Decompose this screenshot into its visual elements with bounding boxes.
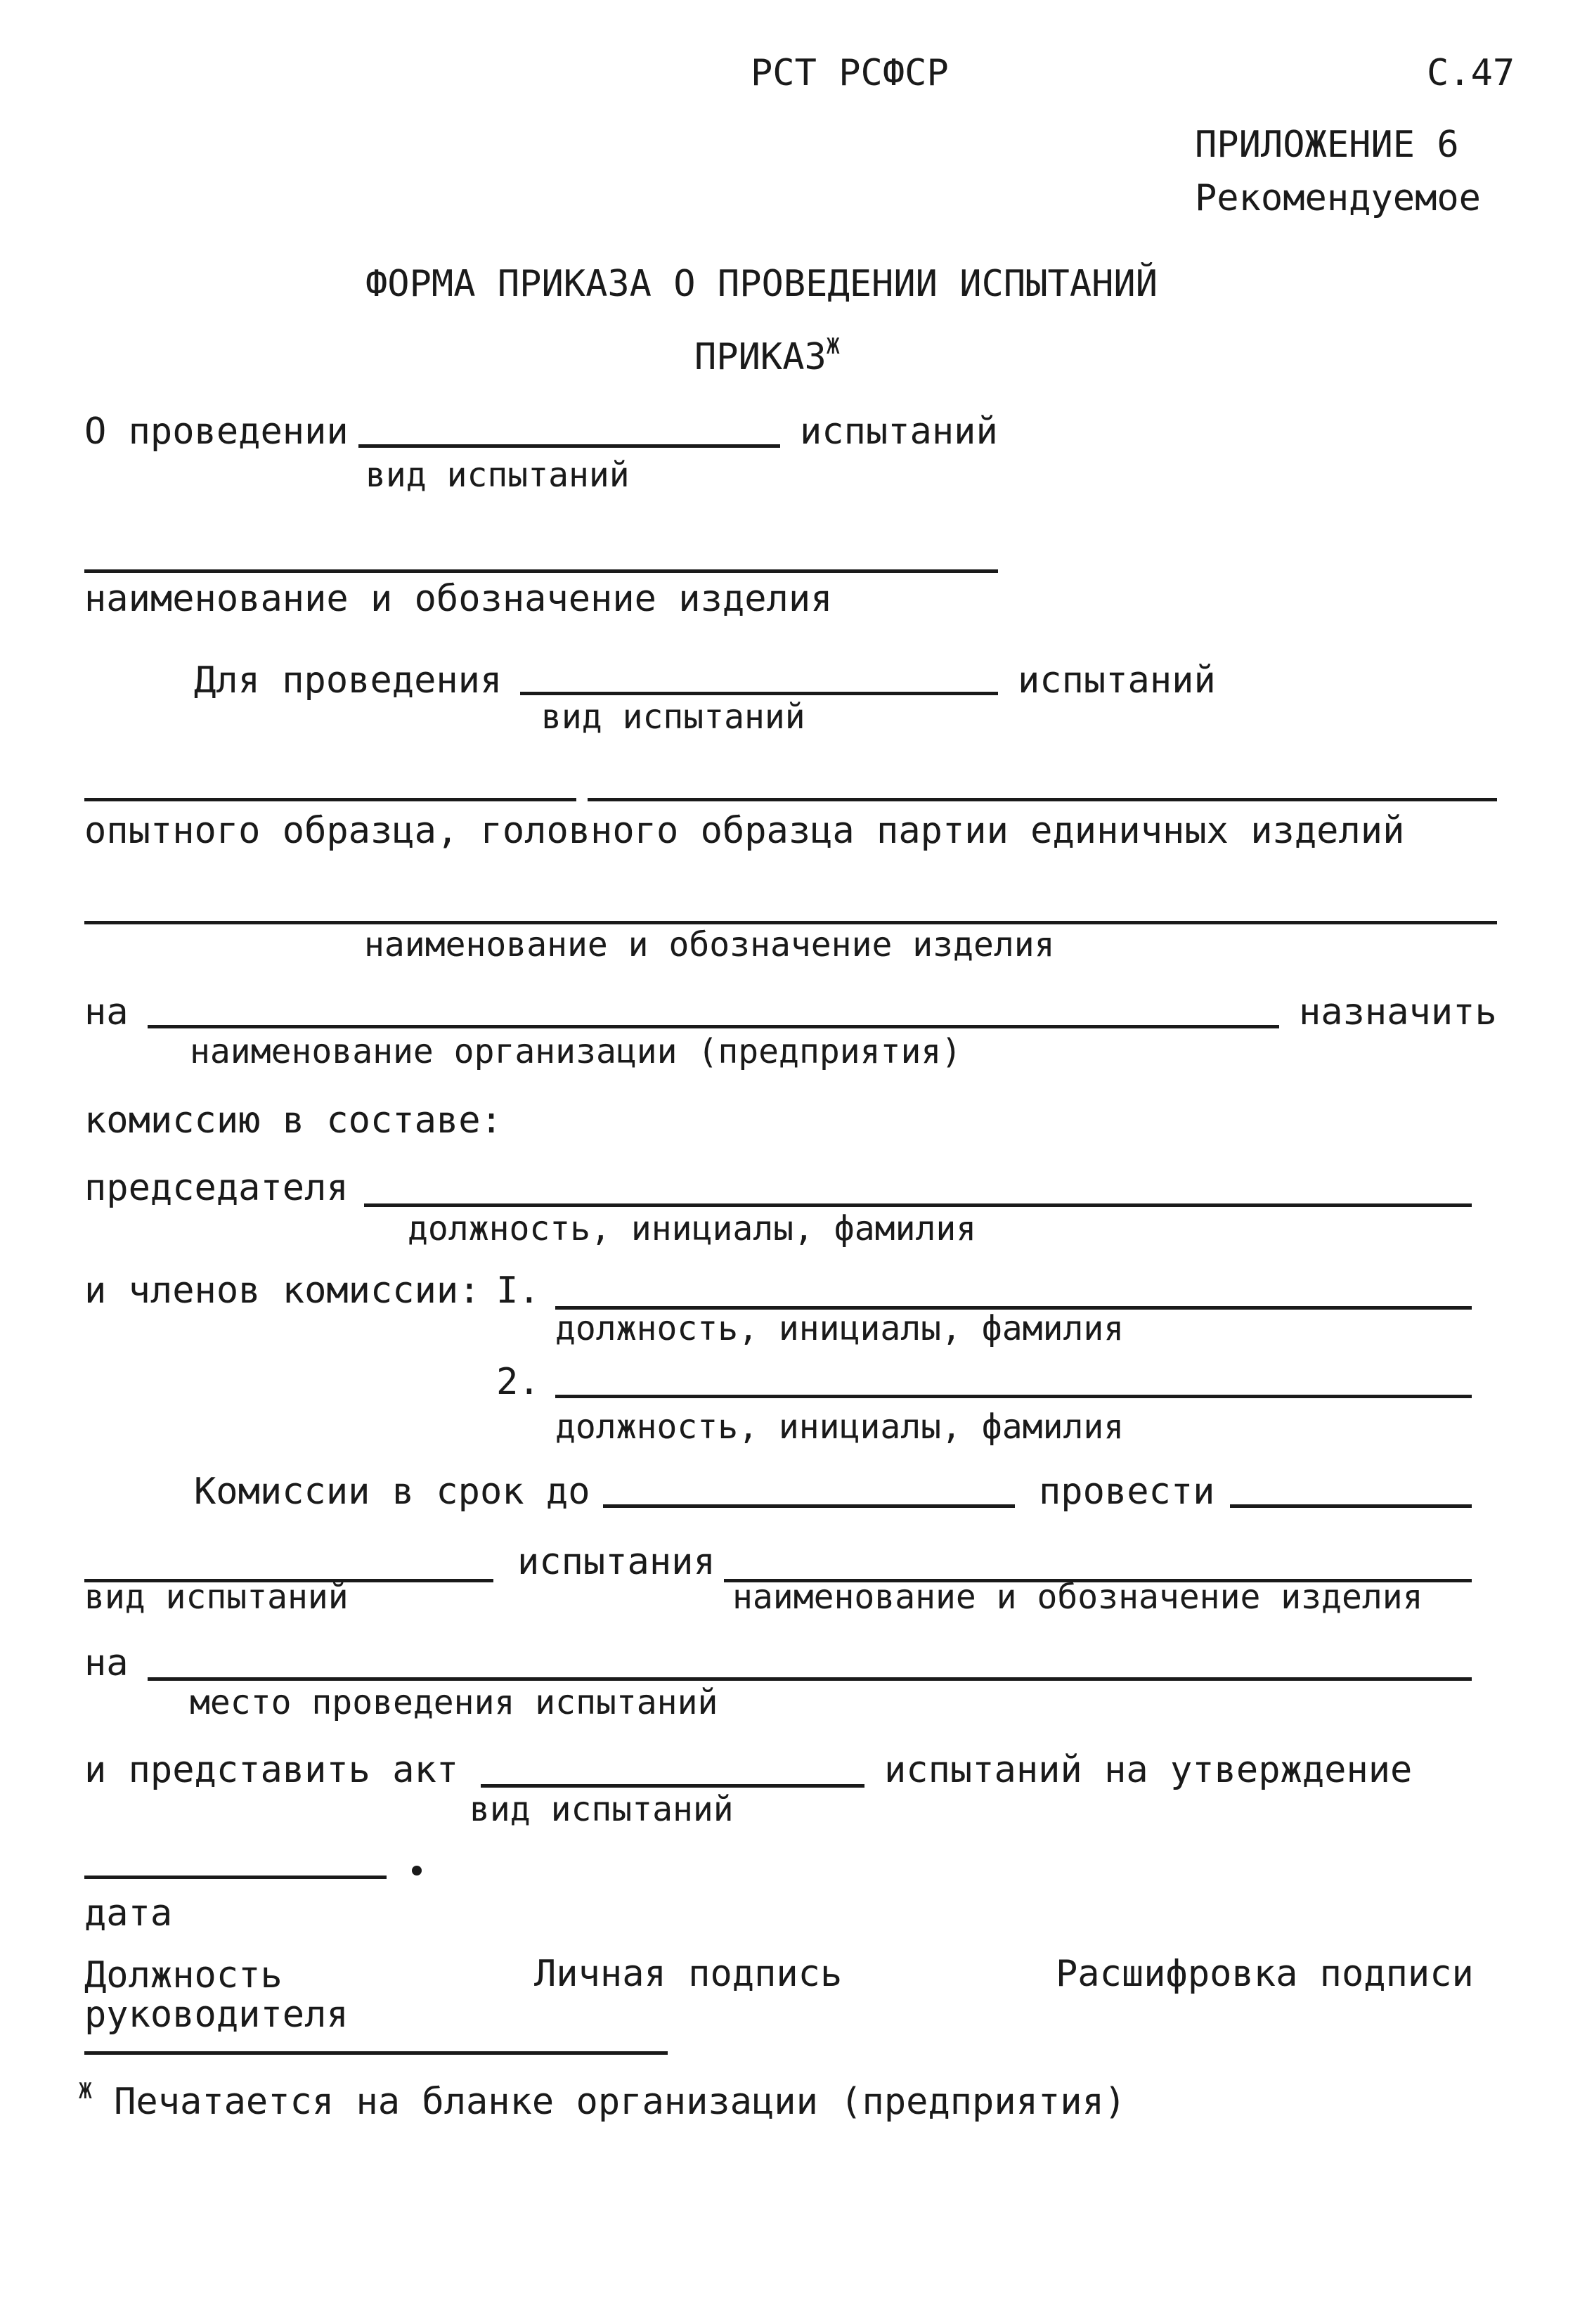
caption-place: место проведения испытаний xyxy=(190,1683,718,1722)
personal-signature-label: Личная подпись xyxy=(534,1953,843,1995)
organization-line[interactable] xyxy=(148,1025,1279,1028)
footnote xyxy=(79,2079,1127,2123)
caption-test-type-3: вид испытаний xyxy=(84,1577,349,1617)
sample-line-right[interactable] xyxy=(588,798,1497,801)
appendix-status: Рекомендуемое xyxy=(1195,177,1481,219)
member-1-number: I. xyxy=(496,1270,540,1312)
chairman-line[interactable] xyxy=(364,1203,1472,1207)
caption-sample: опытного образца, головного образца партии единичных изделий xyxy=(84,810,1405,852)
footnote-text: Печатается на бланке организации (предприятия) xyxy=(114,2080,1127,2123)
deadline-lead: Комиссии в срок до xyxy=(194,1471,590,1513)
tests-label: испытания xyxy=(517,1541,715,1583)
submit-label: и представить акт xyxy=(84,1749,459,1791)
caption-product-3: наименование и обозначение изделия xyxy=(732,1577,1423,1617)
caption-submit-test-type: вид испытаний xyxy=(469,1790,734,1829)
section2-tail: испытаний xyxy=(1018,659,1216,702)
caption-chairman: должность, инициалы, фамилия xyxy=(408,1209,977,1248)
caption-member-1: должность, инициалы, фамилия xyxy=(555,1309,1125,1348)
member-2-number: 2. xyxy=(496,1361,540,1403)
members-label: и членов комиссии: xyxy=(84,1270,481,1312)
on-label-1: на xyxy=(84,991,129,1033)
submit-tail: испытаний на утверждение xyxy=(884,1749,1413,1791)
page-number: С.47 xyxy=(1427,52,1515,94)
product-line-2[interactable] xyxy=(84,921,1497,924)
conduct-label: провести xyxy=(1039,1471,1215,1513)
caption-test-type-1: вид испытаний xyxy=(365,456,630,495)
product-line-1[interactable] xyxy=(84,569,998,573)
intro-lead: О проведении xyxy=(84,411,349,453)
submit-test-type-line[interactable] xyxy=(481,1784,864,1788)
caption-product-1: наименование и обозначение изделия xyxy=(84,578,833,620)
order-title-text: ПРИКАЗ xyxy=(694,335,827,378)
date-line[interactable] xyxy=(84,1876,387,1879)
chairman-label: председателя xyxy=(84,1167,349,1209)
caption-organization: наименование организации (предприятия) xyxy=(190,1032,962,1071)
caption-product-2: наименование и обозначение изделия xyxy=(364,925,1055,964)
date-label: дата xyxy=(84,1892,173,1935)
place-line[interactable] xyxy=(148,1677,1472,1681)
standard-label: РСТ РСФСР xyxy=(751,52,949,94)
footnote-separator xyxy=(84,2051,668,2055)
period-dot xyxy=(412,1866,422,1876)
signature-decoding-label: Расшифровка подписи xyxy=(1056,1953,1474,1995)
position-label: Должность руководителя xyxy=(84,1954,349,2036)
sample-line-left[interactable] xyxy=(84,798,576,801)
order-footnote-mark: Ж xyxy=(826,334,840,359)
on-label-2: на xyxy=(84,1642,129,1684)
appoint-label: назначить xyxy=(1299,991,1497,1033)
caption-test-type-2: вид испытаний xyxy=(541,697,805,737)
commission-label: комиссию в составе: xyxy=(84,1099,503,1142)
appendix-label: ПРИЛОЖЕНИЕ 6 xyxy=(1195,124,1459,166)
order-title xyxy=(694,334,840,378)
section2-lead: Для проведения xyxy=(194,659,503,702)
caption-member-2: должность, инициалы, фамилия xyxy=(555,1407,1125,1447)
intro-tail: испытаний xyxy=(800,411,998,453)
footnote-mark: Ж xyxy=(79,2079,92,2104)
conduct-line[interactable] xyxy=(1230,1504,1472,1508)
test-type-line-1[interactable] xyxy=(358,444,780,448)
deadline-line[interactable] xyxy=(603,1504,1015,1508)
test-type-line-2[interactable] xyxy=(520,692,998,695)
member-2-line[interactable] xyxy=(555,1395,1472,1398)
form-title: ФОРМА ПРИКАЗА О ПРОВЕДЕНИИ ИСПЫТАНИЙ xyxy=(365,263,1158,305)
